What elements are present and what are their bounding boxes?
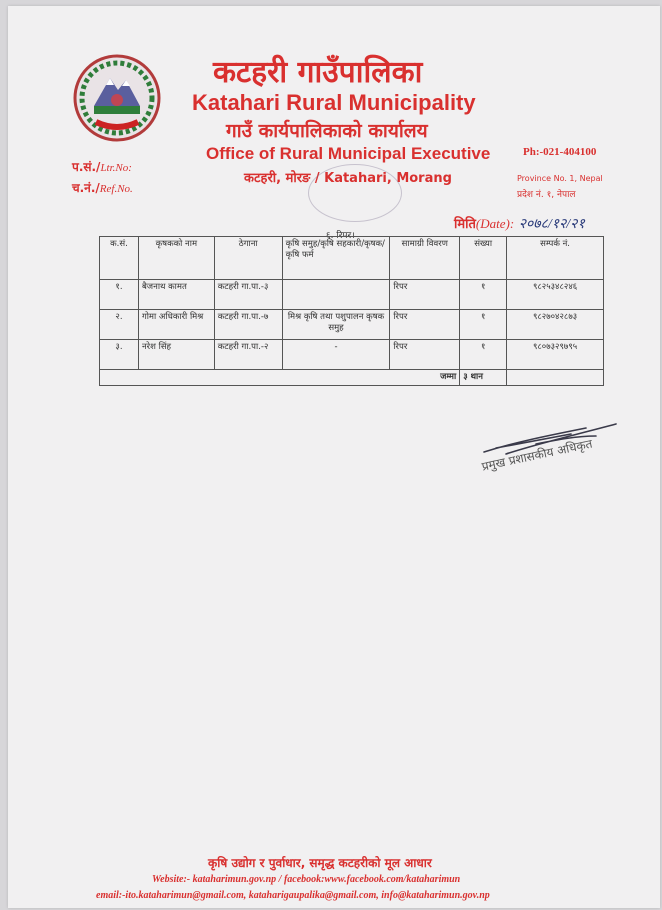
office-title-en: Office of Rural Municipal Executive bbox=[206, 144, 491, 163]
header-quantity: संख्या bbox=[460, 237, 507, 280]
letter-number-label: प.सं./Ltr.No: bbox=[72, 160, 132, 174]
table-header-row bbox=[100, 237, 604, 280]
municipality-title-en: Katahari Rural Municipality bbox=[192, 90, 476, 115]
table-row: १. बैजनाथ कामत कटहरी गा.पा.-३ रिपर १ ९८२५३४८२४६ bbox=[100, 280, 604, 310]
total-label: जम्मा bbox=[100, 370, 460, 386]
province-np: प्रदेश नं. १, नेपाल bbox=[517, 190, 576, 200]
header-contact: सम्पर्क नं. bbox=[507, 237, 604, 280]
signatory-designation: प्रमुख प्रशासकीय अधिकृत bbox=[480, 436, 594, 474]
header-material: सामाग्री विवरण bbox=[390, 237, 460, 280]
office-title-np: गाउँ कार्यपालिकाको कार्यालय bbox=[226, 120, 428, 142]
header-address: ठेगाना bbox=[214, 237, 282, 280]
phone-number: Ph:-021-404100 bbox=[523, 146, 597, 158]
table-total-row bbox=[100, 370, 604, 386]
footer-slogan: कृषि उद्योग र पुर्वाधार, समृद्ध कटहरीको मूल आधार bbox=[208, 856, 432, 870]
nepal-emblem-icon bbox=[70, 54, 164, 142]
distribution-table bbox=[99, 236, 604, 386]
date-field: मिति(Date): २०७८/१२/२१ bbox=[454, 216, 585, 232]
header-serial: क.सं. bbox=[100, 237, 139, 280]
footer-email: email:-ito.kataharimun@gmail.com, kataharigaupalika@gmail.com, info@kataharimun.gov.np bbox=[96, 890, 490, 901]
date-value: २०७८/१२/२१ bbox=[518, 217, 585, 232]
table-row: २. गोमा अधिकारी मिश्र कटहरी गा.पा.-७ मिश्र कृषि तथा पशुपालन कृषक समुह रिपर १ ९८२७०४२८७३ bbox=[100, 310, 604, 340]
municipality-title-np: कटहरी गाउँपालिका bbox=[213, 55, 423, 90]
subject-line: ६. रिपर। bbox=[326, 231, 355, 241]
header-farmer-name: कृषकको नाम bbox=[138, 237, 214, 280]
letter-page bbox=[8, 6, 660, 908]
table-row: ३. नरेश सिंह कटहरी गा.पा.-२ - रिपर १ ९८०७३२९७९५ bbox=[100, 340, 604, 370]
total-value: ३ थान bbox=[460, 370, 507, 386]
office-address: कटहरी, मोरङ / Katahari, Morang bbox=[244, 171, 452, 186]
footer-website: Website:- kataharimun.gov.np / facebook:www.facebook.com/kataharimun bbox=[152, 874, 461, 885]
province-en: Province No. 1, Nepal bbox=[517, 174, 603, 183]
office-stamp bbox=[308, 164, 402, 222]
reference-number-label: च.नं./Ref.No. bbox=[72, 181, 133, 195]
header-group: कृषि समुह/कृषि सहकारी/कृषक/कृषि फर्म bbox=[282, 237, 390, 280]
